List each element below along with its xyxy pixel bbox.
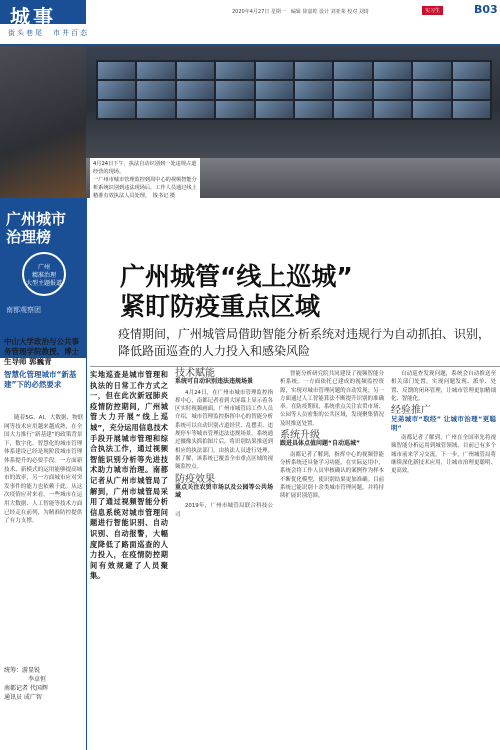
section-subheading-experience: 兄弟城市“取经” 让城市治理“更聪明”: [391, 415, 496, 432]
credit-line-4: 通讯员 成广智: [4, 694, 42, 701]
side-label: 南都观察团: [3, 325, 43, 334]
article-headline: [120, 262, 353, 322]
headline-rule: [90, 366, 500, 367]
series-title-line-2: 治理榜: [6, 228, 52, 246]
series-title: [6, 210, 66, 246]
section-heading-upgrade: 系统升级: [280, 430, 320, 442]
column-3-body: 智能分析研究院共同建设了视频智能分析系统。一方面依托已建成的视频监控资源，实现对城市管理问题的自动发现；另一方面通过人工智能算法不断提升识别的准确率。在防疫期间，系统重点关注农贸市场、公园等人员密集的公共区域，发现聚集情况及时推送处置。: [280, 371, 384, 427]
series-seal-icon: [22, 252, 66, 296]
section-title: 城事: [10, 5, 56, 29]
page-number: B03: [474, 3, 498, 16]
photo-caption: [90, 158, 200, 202]
section-subheading-upgrade: 跟进具体点值问题“自动巡城”: [280, 440, 360, 448]
date-editor-line: 2020年4月27日 星期一 编辑 徐嘉乾 设计 刘亚莱 校对 刘琦: [232, 9, 369, 15]
column-divider: [86, 198, 87, 750]
side-credits: [4, 666, 84, 702]
section-body-tech: 4月24日，在广州市城市管理监控指挥中心，南都记者看到大屏幕上显示着各区实时视频画面。广州市城管局工作人员介绍，城市管理监控指挥中心的智能分析系统可以自动识别占道经营、乱摆卖、违规停车等城市管理违法违规场景。系统通过摄像头抓拍图片后，将识别结果推送到相应的执法部门，由执法人员进行处理。据了解，该系统已覆盖全市重点区域的视频监控点。: [175, 389, 273, 471]
caption-line-2: 一广州市城市管理监控到周中心的视频智能分析系统识别到违法现场后，工作人员通过线上精准有效执法人员处理。 钱书记 摄: [93, 177, 197, 199]
section-body-experience: 南都记者了解到，广州在全国率先将视频智能分析运用到城管领域，目前已有多个城市前来学习交流。下一步，广州城管局将继续深化新技术应用，让城市治理更聪明、更高效。: [391, 435, 496, 475]
seal-line-2: 精准治理: [31, 272, 56, 279]
credit-line-1: 统筹：游显锐: [4, 667, 41, 674]
seal-line-3: 大型主题报道: [25, 280, 62, 287]
side-body: 随着5G、AI、大数据、物联网等技术应用越来越成熟，在全国大力推行“新基建”的政策背景下，数字化、智慧化的城市管理体系建设已经是现阶段城市管理体系提升的必要手段。一方面新技术、新模式的运用能够提高城市的效率，另一方面城市应对突发事件的能力也依赖于此。从这次疫情应对来看，一些城市在运用大数据、人工智能等技术方面已经走在前列，为精准防控提供了有力支撑。: [4, 415, 84, 525]
article-column-2: [175, 370, 273, 519]
article-subhead: 疫情期间，广州城管局借助智能分析系统对违规行为自动抓拍、识别，降低路面巡查的人力投入和感染风险: [118, 327, 491, 358]
section-subheading-effect: 重点关注农贸市场以及公园等公共场域: [175, 483, 273, 500]
article-column-3: [280, 370, 384, 500]
article-lead: 实地巡查是城市管理和执法的日常工作方式之一，但在此次新冠肺炎疫情防控期间，广州城管大力开展“线上巡城”，充分运用信息技术手段开展城市管理和综合执法工作，通过视频智能识别分析等先进技术助力城市治理。南都记者从广州市城管局了解到，广州市城管局采用了通过视频智能分析信息系统对城市管理问题进行智能识别、自动识别、自动报警，大幅度降低了路面巡查的人力投入，在疫情防控期间有效规避了人员聚集。: [90, 370, 168, 581]
series-footer: 南都观察团: [6, 306, 41, 314]
section-heading-tech: 技术赋能: [175, 368, 215, 379]
side-headline: [4, 337, 84, 390]
section-subheading-tech: 系统可自动识别违法违规场景: [175, 378, 254, 386]
credit-line-2: 李卓恒: [28, 676, 47, 683]
series-title-line-1: 广州城市: [6, 210, 67, 228]
headline-line-1: 广州城管“线上巡城”: [120, 262, 353, 291]
caption-line-1: 4月24日下午，执法自动识别到一处违规占道经营的现场。: [93, 161, 197, 175]
section-subtitle: 街头巷尾 市井百态: [8, 29, 89, 37]
section-body-upgrade: 南都记者了解到，指挥中心的视频智能分析系统还具备学习功能。在实际运用中，系统会将工作人员审核确认的案例作为样本不断优化模型，使识别结果更加准确。目前系统已能识别十余类城市管理问题，并将持续扩展识别范围。: [280, 451, 384, 500]
headline-line-2: 紧盯防疫重点区域: [120, 292, 321, 321]
column-4-body: 自动巡查发现问题，系统会自动推送至相关部门处置，实现问题发现、派单、处置、反馈的闭环管理，让城市管理更加精细化、智能化。: [391, 371, 496, 402]
credit-line-3: 南都记者 代国辉: [4, 685, 48, 692]
side-headline-byline: 中山大学政治与公共事务管理学院教授、博士生导师 郭巍青: [4, 337, 79, 366]
video-wall: [96, 60, 492, 120]
left-photo: [0, 46, 86, 198]
intern-tag: 实习生: [422, 6, 443, 15]
side-headline-title: 智慧化管理城市“新基建”下的必然要求: [4, 370, 77, 389]
seal-line-1: 广州: [37, 264, 50, 271]
section-heading-experience: 经验推广: [391, 405, 431, 417]
article-column-4: [391, 370, 496, 476]
section-heading-effect: 防疫效果: [175, 473, 215, 485]
section-body-effect: 2019年，广州市城管局联合科技公司: [175, 503, 273, 518]
